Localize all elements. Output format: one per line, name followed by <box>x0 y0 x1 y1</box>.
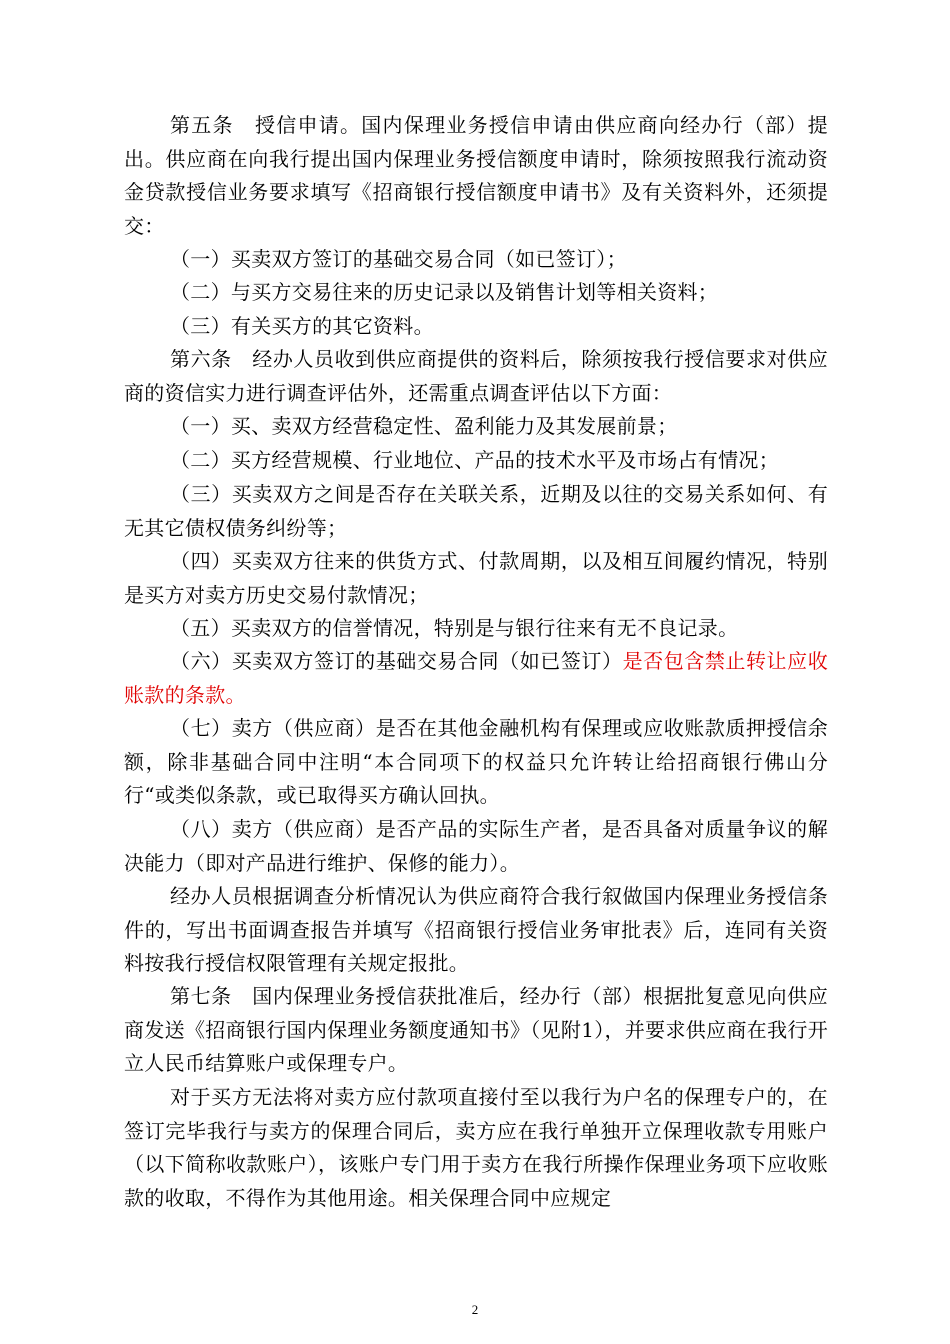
article-6-item-5: （五）买卖双方的信誉情况，特别是与银行往来有无不良记录。 <box>170 616 739 640</box>
article-5-item-1: （一）买卖双方签订的基础交易合同（如已签订）； <box>170 247 627 271</box>
approval-paragraph: 经办人员根据调查分析情况认为供应商符合我行叙做国内保理业务授信条件的，写出书面调查报告并填写《招商银行授信业务审批表》后，连同有关资料按我行授信权限管理有关规定报批。 <box>124 884 828 975</box>
collection-account-paragraph: 对于买方无法将对卖方应付款项直接付至以我行为户名的保理专户的，在签订完毕我行与卖方的保理合同后，卖方应在我行单独开立保理收款专用账户（以下简称收款账户），该账户专门用于卖方在我行所操作保理业务项下应收账款的收取，不得作为其他用途。相关保理合同中应规定 <box>124 1085 828 1210</box>
article-6-item-8: （八）卖方（供应商）是否产品的实际生产者，是否具备对质量争议的解决能力（即对产品进行维护、保修的能力）。 <box>124 817 828 875</box>
article-5-paragraph: 第五条 授信申请。国内保理业务授信申请由供应商向经办行（部）提出。供应商在向我行提出国内保理业务授信额度申请时，除须按照我行流动资金贷款授信业务要求填写《招商银行授信额度申请书》及有关资料外，还须提交： <box>124 113 828 238</box>
page-number: 2 <box>471 1302 479 1317</box>
item-6-text: （六）买卖双方签订的基础交易合同（如已签订） <box>170 649 623 673</box>
article-7-paragraph: 第七条 国内保理业务授信获批准后，经办行（部）根据批复意见向供应商发送《招商银行国内保理业务额度通知书》（见附1），并要求供应商在我行开立人民币结算账户或保理专户。 <box>124 984 828 1075</box>
article-6-item-6 <box>124 645 828 712</box>
article-6-item-1: （一）买、卖双方经营稳定性、盈利能力及其发展前景； <box>170 414 678 438</box>
item-6-highlighted-text: 是否包含禁止转让应收账款的条款。 <box>124 649 828 707</box>
article-5-item-2: （二）与买方交易往来的历史记录以及销售计划等相关资料； <box>170 280 719 304</box>
article-6-item-3: （三）买卖双方之间是否存在关联关系，近期及以往的交易关系如何、有无其它债权债务纠纷等； <box>124 482 828 540</box>
article-5-item-3: （三）有关买方的其它资料。 <box>170 314 434 338</box>
article-6-item-7: （七）卖方（供应商）是否在其他金融机构有保理或应收账款质押授信余额，除非基础合同中注明“本合同项下的权益只允许转让给招商银行佛山分行“或类似条款，或已取得买方确认回执。 <box>124 716 828 807</box>
article-6-paragraph: 第六条 经办人员收到供应商提供的资料后，除须按我行授信要求对供应商的资信实力进行调查评估外，还需重点调查评估以下方面： <box>124 347 828 405</box>
article-6-item-2: （二）买方经营规模、行业地位、产品的技术水平及市场占有情况； <box>170 448 779 472</box>
article-6-item-4: （四）买卖双方往来的供货方式、付款周期，以及相互间履约情况，特别是买方对卖方历史交易付款情况； <box>124 549 828 607</box>
